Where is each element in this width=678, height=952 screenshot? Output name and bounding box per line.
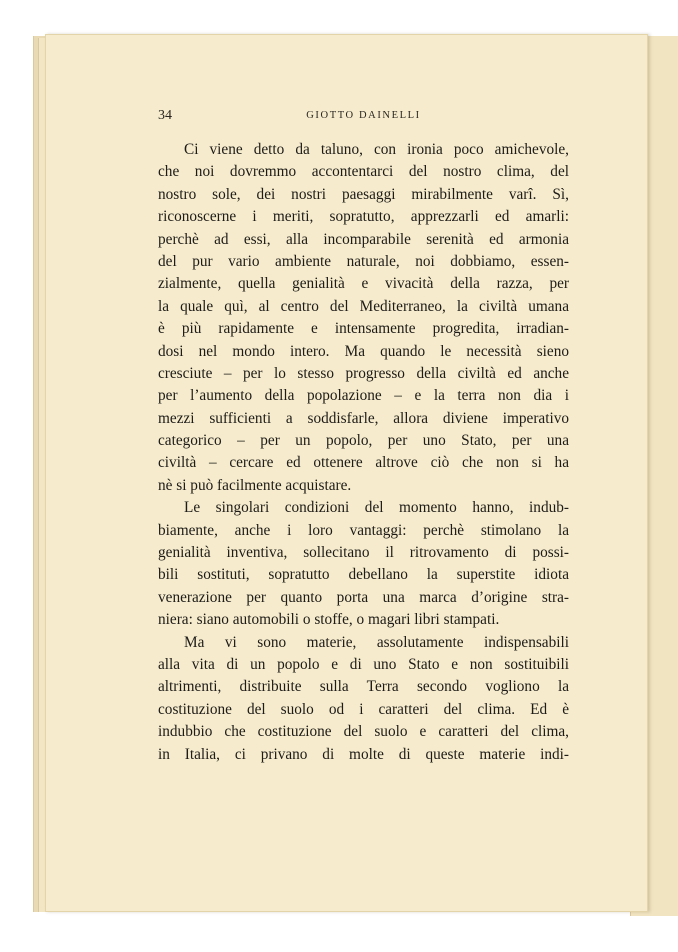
running-head: GIOTTO DAINELLI [306, 110, 421, 121]
text-line: Ma vi sono materie, assolutamente indispensabili [184, 633, 569, 651]
text-line: dosi nel mondo intero. Ma quando le necessità sieno [158, 342, 569, 360]
body-text [158, 139, 569, 766]
text-line: nè si può facilmente acquistare. [158, 476, 352, 494]
text-line: cresciute – per lo stesso progresso della civiltà ed anche [158, 364, 569, 382]
text-line: zialmente, quella genialità e vivacità della razza, per [158, 275, 569, 293]
page-number: 34 [158, 108, 172, 123]
text-line: genialità inventiva, sollecitano il ritrovamento di possi- [158, 544, 569, 562]
text-line: niera: siano automobili o stoffe, o magari libri stampati. [158, 611, 500, 629]
text-line: venerazione per quanto porta una marca d’origine stra- [158, 588, 569, 606]
text-line: Ci viene detto da taluno, con ironia poco amichevole, [184, 141, 569, 158]
text-line: civiltà – cercare ed ottenere altrove ciò che non si ha [158, 454, 569, 472]
text-line: biamente, anche i loro vantaggi: perchè stimolano la [158, 521, 569, 539]
text-line: in Italia, ci privano di molte di queste materie indi- [158, 745, 569, 763]
text-line: alla vita di un popolo e di uno Stato e non sostituibili [158, 655, 569, 673]
text-line: altrimenti, distribuite sulla Terra secondo vogliono la [158, 678, 569, 696]
text-line: perchè ad essi, alla incomparabile serenità ed armonia [158, 230, 569, 248]
text-line: mezzi sufficienti a soddisfarle, allora diviene imperativo [158, 409, 569, 427]
text-line: indubbio che costituzione del suolo e caratteri del clima, [158, 723, 569, 741]
text-line: nostro sole, dei nostri paesaggi mirabilmente varî. Sì, [158, 185, 569, 203]
text-line: bili sostituti, sopratutto debellano la superstite idiota [158, 566, 569, 584]
text-line: costituzione del suolo od i caratteri del clima. Ed è [158, 700, 569, 718]
text-line: che noi dovremmo accontentarci del nostro clima, del [158, 163, 569, 181]
text-line: Le singolari condizioni del momento hanno, indub- [184, 499, 569, 517]
text-line: per l’aumento della popolazione – e la terra non dia i [158, 387, 569, 405]
text-line: categorico – per un popolo, per uno Stato, per una [158, 432, 569, 450]
text-line: del pur vario ambiente naturale, noi dobbiamo, essen- [158, 252, 569, 270]
text-line: la quale quì, al centro del Mediterraneo, la civiltà umana [158, 297, 569, 315]
text-line: riconoscerne i meriti, sopratutto, apprezzarli ed amarli: [158, 208, 569, 226]
text-line: è più rapidamente e intensamente progredita, irradian- [158, 320, 569, 338]
